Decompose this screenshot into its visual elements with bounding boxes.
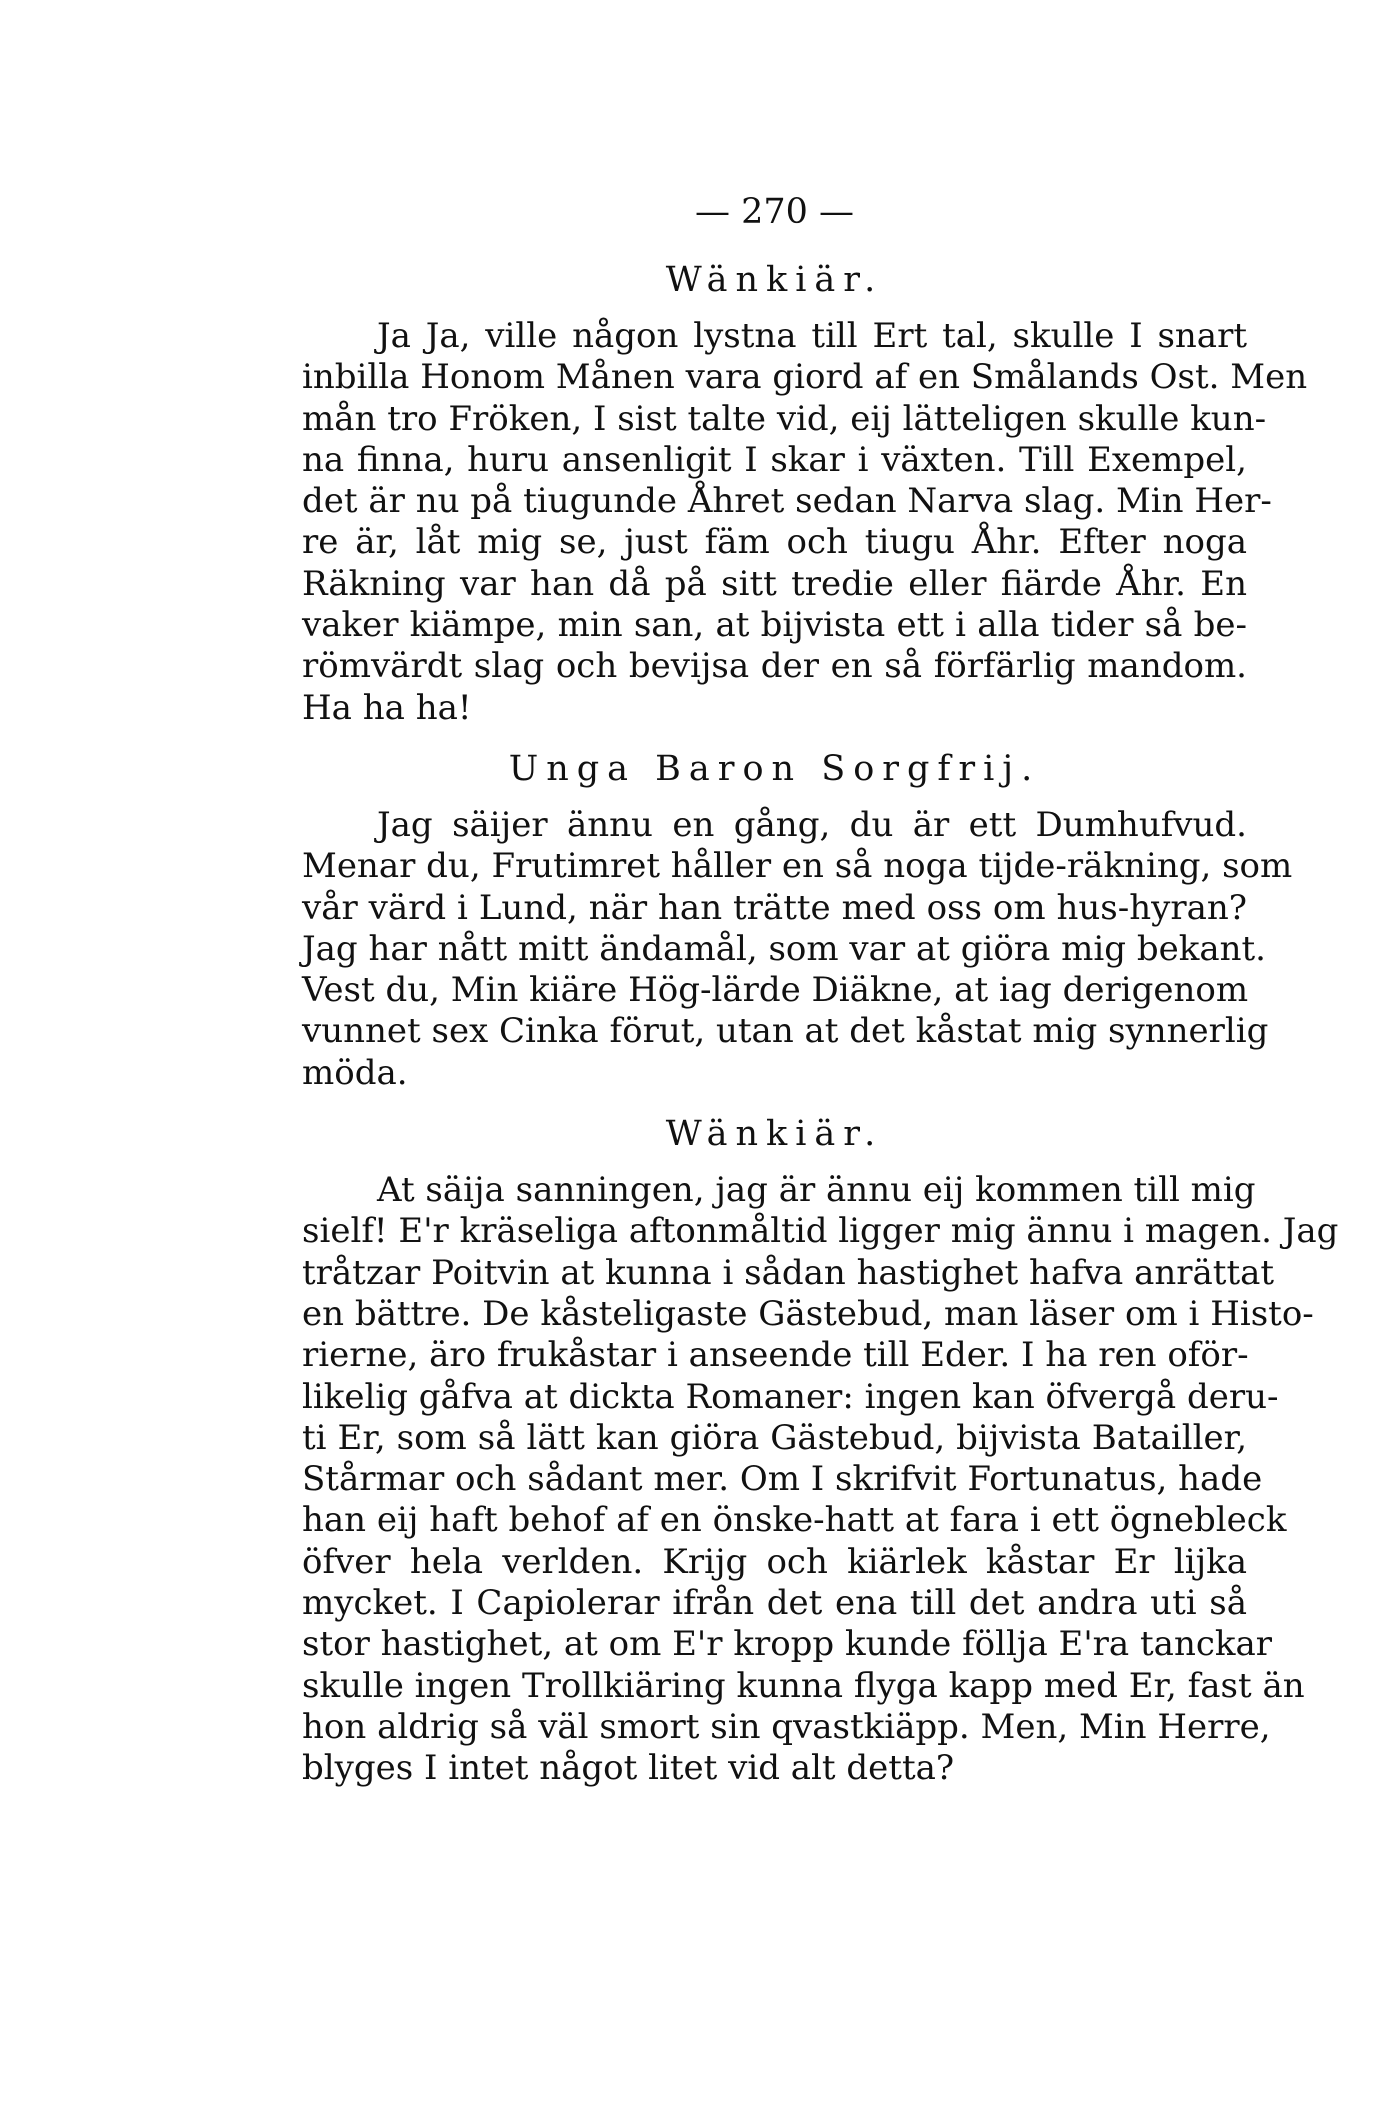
text-line: re är, låt mig se, just fäm och tiugu Åhr. Efter noga xyxy=(302,522,1247,563)
speaker-name: Wänkiär. xyxy=(665,260,884,300)
text-line: stor hastighet, at om E'r kropp kunde föllja E'ra tanckar xyxy=(302,1624,1273,1665)
dialogue-paragraph xyxy=(302,1170,1339,1789)
text-line: inbilla Honom Månen vara giord af en Smålands Ost. Men xyxy=(302,357,1308,398)
text-line: römvärdt slag och bevijsa der en så förfärlig mandom. xyxy=(302,646,1247,687)
text-line: mycket. I Capiolerar ifrån det ena till det andra uti så xyxy=(302,1583,1247,1624)
text-line: rierne, äro frukåstar i anseende till Eder. I ha ren oför- xyxy=(302,1335,1249,1376)
text-line: likelig gåfva at dickta Romaner: ingen kan öfvergå deru- xyxy=(302,1376,1279,1417)
text-line: blyges I intet något litet vid alt detta? xyxy=(302,1748,955,1789)
text-line: Räkning var han då på sitt tredie eller fiärde Åhr. En xyxy=(302,563,1247,604)
text-line: Jag säijer ännu en gång, du är ett Dumhufvud. xyxy=(377,804,1247,845)
text-line: öfver hela verlden. Krijg och kiärlek kåstar Er lijka xyxy=(302,1541,1247,1582)
speaker-name: Unga Baron Sorgfrij. xyxy=(508,748,1041,789)
text-line: na finna, huru ansenligit I skar i växten. Till Exempel, xyxy=(302,439,1247,480)
text-line: tråtzar Poitvin at kunna i sådan hastighet hafva anrättat xyxy=(302,1252,1275,1293)
text-line: vunnet sex Cinka förut, utan at det kåstat mig synnerlig xyxy=(302,1011,1269,1052)
text-line: Ha ha ha! xyxy=(302,687,472,728)
text-line: vaker kiämpe, min san, at bijvista ett i alla tider så be- xyxy=(302,605,1247,646)
text-line: Menar du, Frutimret håller en så noga tijde-räkning, som xyxy=(302,846,1293,887)
text-line: mån tro Fröken, I sist talte vid, eij lätteligen skulle kun- xyxy=(302,398,1267,439)
dialogue-paragraph xyxy=(302,804,1293,1094)
text-line: skulle ingen Trollkiäring kunna flyga kapp med Er, fast än xyxy=(302,1665,1305,1706)
text-line: möda. xyxy=(302,1052,408,1093)
text-line: sielf! E'r kräseliga aftonmåltid ligger mig ännu i magen. Jag xyxy=(302,1211,1339,1252)
speaker-name: Wänkiär. xyxy=(665,1114,884,1155)
text-line: Vest du, Min kiäre Hög-lärde Diäkne, at iag derigenom xyxy=(302,970,1249,1011)
book-page xyxy=(302,190,1339,2020)
text-line: Stårmar och sådant mer. Om I skrifvit Fortunatus, hade xyxy=(302,1459,1263,1500)
text-line: Jag har nått mitt ändamål, som var at giöra mig bekant. xyxy=(302,928,1266,969)
text-line: vår värd i Lund, när han trätte med oss om hus-hyran? xyxy=(302,887,1247,928)
text-line: han eij haft behof af en önske-hatt at fara i ett ögnebleck xyxy=(302,1500,1287,1541)
text-line: det är nu på tiugunde Åhret sedan Narva slag. Min Her- xyxy=(302,481,1272,522)
text-line: ti Er, som så lätt kan giöra Gästebud, bijvista Batailler, xyxy=(302,1417,1247,1458)
dialogue-paragraph xyxy=(302,316,1308,729)
text-line: hon aldrig så väl smort sin qvastkiäpp. Men, Min Herre, xyxy=(302,1706,1271,1747)
text-line: At säija sanningen, jag är ännu eij kommen till mig xyxy=(377,1170,1256,1211)
page-number: — 270 — xyxy=(694,192,855,232)
text-line: Ja Ja, ville någon lystna till Ert tal, skulle I snart xyxy=(377,316,1247,356)
text-line: en bättre. De kåsteligaste Gästebud, man läser om i Histo- xyxy=(302,1293,1314,1334)
